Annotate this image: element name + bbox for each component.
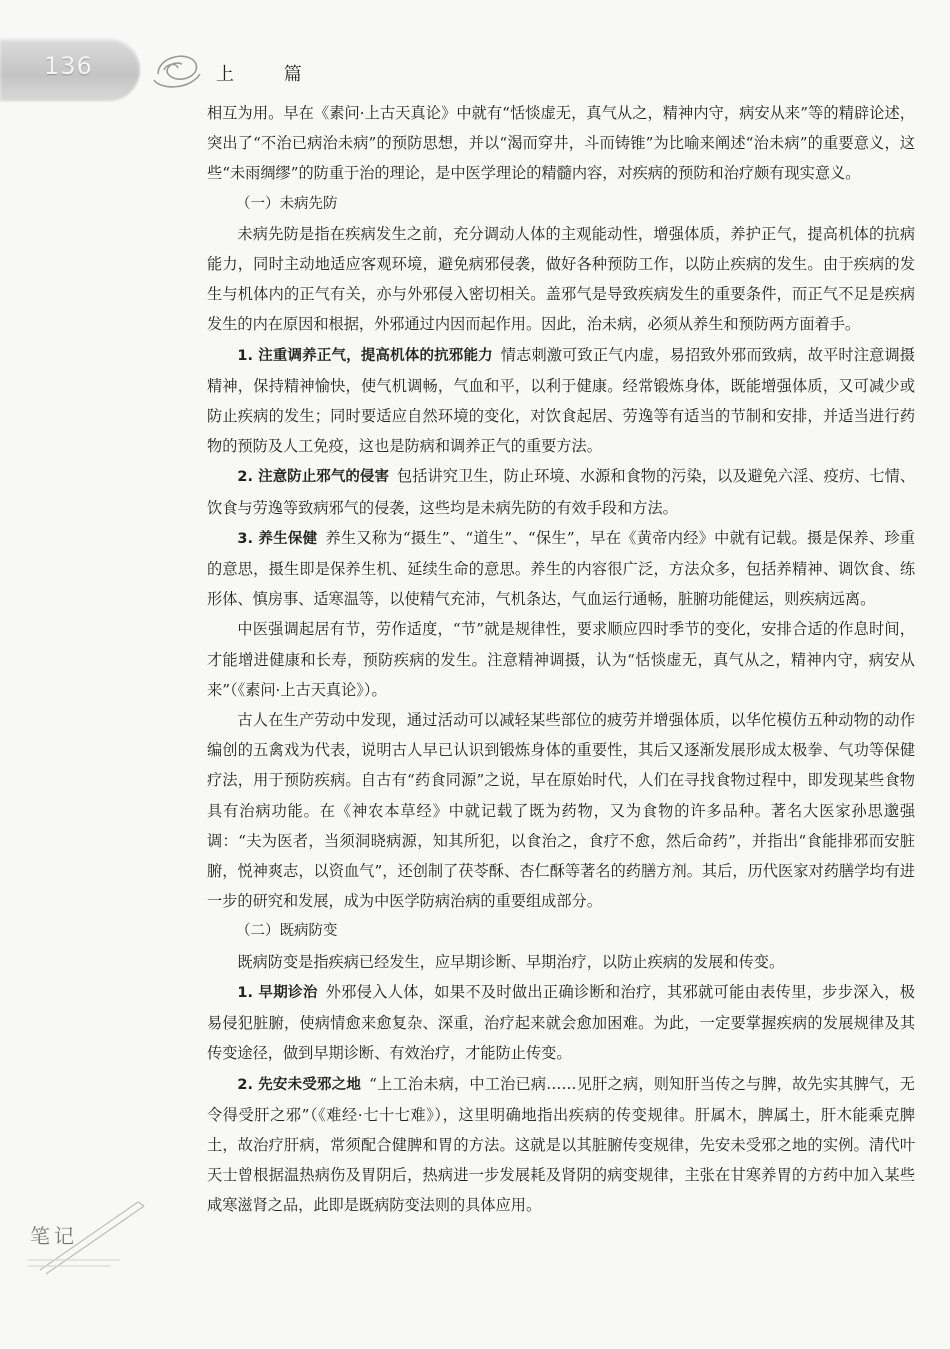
notes-label: 笔记 xyxy=(30,1224,78,1248)
paragraph xyxy=(207,461,915,522)
point-heading: 1. 早期诊治 xyxy=(237,984,318,1001)
page-number: 136 xyxy=(44,52,93,80)
paragraph xyxy=(207,340,915,462)
subsection-heading: （二）既病防变 xyxy=(236,923,338,940)
point-text: 情志刺激可致正气内虚，易招致外邪而致病，故平时注意调摄精神，保持精神愉快，使气机调畅，气血和平，以利于健康。经常锻炼身体，既能增强体质，又可减少或防止疾病的发生；同时要适应自然环境的变化，对饮食起居、劳逸等有适当的节制和安排，并适当进行药物的预防及人工免疫，这也是防病和调养正气的重要方法。 xyxy=(207,345,915,456)
body-text xyxy=(207,98,915,1221)
paragraph: 未病先防是指在疾病发生之前，充分调动人体的主观能动性，增强体质，养护正气，提高机体的抗病能力，同时主动地适应客观环境，避免病邪侵袭，做好各种预防工作，以防止疾病的发生。由于疾病的发生与机体内的正气有关，亦与外邪侵入密切相关。盖邪气是导致疾病发生的重要条件，而正气不足是疾病发生的内在原因和根据，外邪通过内因而起作用。因此，治未病，必须从养生和预防两方面着手。 xyxy=(207,224,915,334)
swirl-logo-icon xyxy=(150,44,206,94)
paragraph: 既病防变是指疾病已经发生，应早期诊断、早期治疗，以防止疾病的发展和传变。 xyxy=(237,952,785,971)
paragraph xyxy=(207,1069,915,1221)
paragraph xyxy=(207,977,915,1069)
section-title: 上 篇 xyxy=(216,64,324,85)
point-heading: 2. 注意防止邪气的侵害 xyxy=(237,469,390,486)
point-heading: 2. 先安未受邪之地 xyxy=(237,1076,362,1093)
paragraph xyxy=(207,523,915,615)
point-text: 外邪侵入人体，如果不及时做出正确诊断和治疗，其邪就可能由表传里，步步深入，极易侵犯脏腑，使病情愈来愈复杂、深重，治疗起来就会愈加困难。为此，一定要掌握疾病的发展规律及其传变途径，做到早期诊断、有效治疗，才能防止传变。 xyxy=(207,982,915,1063)
point-heading: 3. 养生保健 xyxy=(237,530,318,547)
point-text: 包括讲究卫生，防止环境、水源和食物的污染，以及避免六淫、疫疠、七情、饮食与劳逸等致病邪气的侵袭，这些均是未病先防的有效手段和方法。 xyxy=(207,467,916,517)
paragraph: 相互为用。早在《素问·上古天真论》中就有“恬惔虚无，真气从之，精神内守，病安从来”等的精辟论述，突出了“不治已病治未病”的预防思想，并以“渴而穿井，斗而铸锥”为比喻来阐述“治未病”的重要意义，这些“未雨绸缪”的防重于治的理论，是中医学理论的精髓内容，对疾病的预防和治疗颇有现实意义。 xyxy=(207,104,915,183)
paragraph: 古人在生产劳动中发现，通过活动可以减轻某些部位的疲劳并增强体质，以华佗模仿五种动物的动作编创的五禽戏为代表，说明古人早已认识到锻炼身体的重要性，其后又逐渐发展形成太极拳、气功等保健疗法，用于预防疾病。自古有“药食同源”之说，早在原始时代，人们在寻找食物过程中，即发现某些食物具有治病功能。在《神农本草经》中就记载了既为药物，又为食物的许多品种。著名大医家孙思邈强调：“夫为医者，当须洞晓病源，知其所犯，以食治之，食疗不愈，然后命药”，并指出“食能排邪而安脏腑，悦神爽志，以资血气”，还创制了茯苓酥、杏仁酥等著名的药膳方剂。其后，历代医家对药膳学均有进一步的研究和发展，成为中医学防病治病的重要组成部分。 xyxy=(207,711,915,911)
point-text: 养生又称为“摄生”、“道生”、“保生”，早在《黄帝内经》中就有记载。摄是保养、珍重的意思，摄生即是保养生机、延续生命的意思。养生的内容很广泛，方法众多，包括养精神、调饮食、练形体、慎房事、适寒温等，以使精气充沛，气机条达，气血运行通畅，脏腑功能健运，则疾病远离。 xyxy=(207,528,915,609)
paragraph: 中医强调起居有节，劳作适度，“节”就是规律性，要求顺应四时季节的变化，安排合适的作息时间，才能增进健康和长寿，预防疾病的发生。注意精神调摄，认为“恬惔虚无，真气从之，精神内守，病安从来”（《素问·上古天真论》）。 xyxy=(207,620,915,699)
point-text: “上工治未病，中工治已病……见肝之病，则知肝当传之与脾，故先实其脾气，无令得受肝之邪”（《难经·七十七难》），这里明确地指出疾病的传变规律。肝属木，脾属土，肝木能乘克脾土，故治疗肝病，常须配合健脾和胃的方法。这就是以其脏腑传变规律，先安未受邪之地的实例。清代叶天士曾根据温热病伤及胃阴后，热病进一步发展耗及肾阴的病变规律，主张在甘寒养胃的方药中加入某些咸寒滋肾之品，此即是既病防变法则的具体应用。 xyxy=(207,1074,915,1215)
subsection-heading: （一）未病先防 xyxy=(236,195,338,212)
point-heading: 1. 注重调养正气，提高机体的抗邪能力 xyxy=(237,347,493,364)
